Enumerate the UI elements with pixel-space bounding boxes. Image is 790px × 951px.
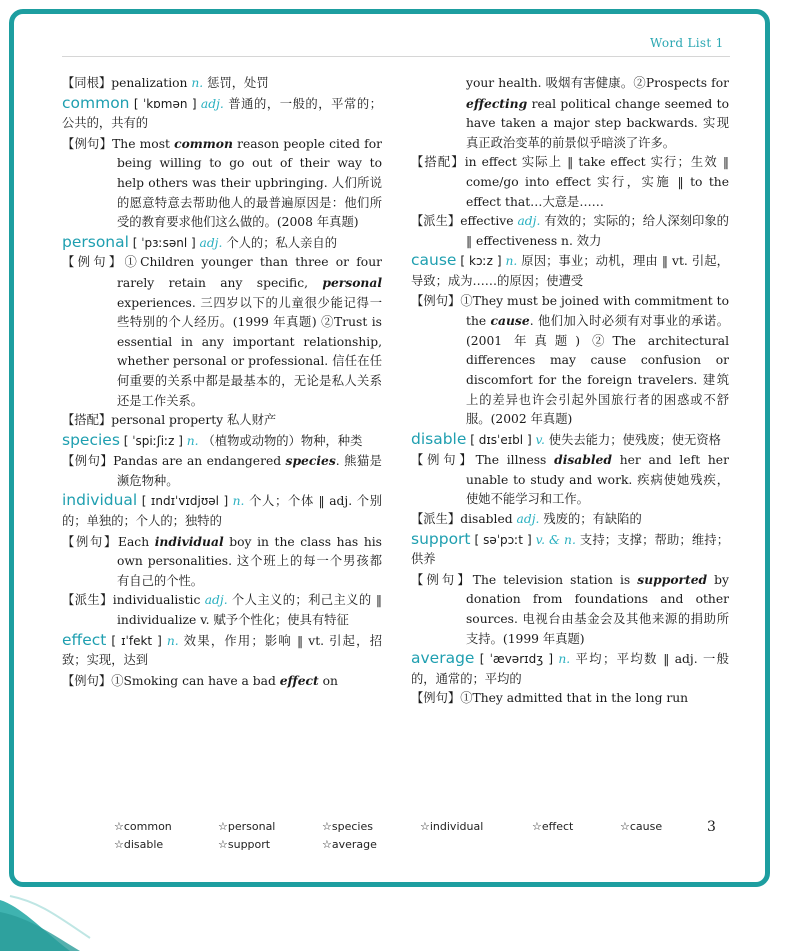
review-word: ☆personal — [218, 820, 276, 833]
headword-entry: cause [ kɔːz ] n. 原因；事业；动机，理由 ‖ vt. 引起，导致；成为……的原因；使遭受 — [411, 251, 729, 288]
example-sentence: 【例句】Pandas are an endangered species. 熊猫是濒危物种。 — [62, 453, 382, 488]
header-divider — [62, 56, 730, 57]
headword-entry: average [ ˈævərɪdʒ ] n. 平均；平均数 ‖ adj. 一般的，通常的；平均的 — [411, 649, 729, 686]
corner-swoosh-graphic — [0, 888, 790, 951]
headword-entry: support [ səˈpɔːt ] v. & n. 支持；支撑；帮助；维持；供养 — [411, 529, 729, 567]
headword-entry: personal [ ˈpɜːsənl ] adj. 个人的；私人亲自的 — [62, 232, 338, 251]
headword: average — [411, 649, 475, 668]
review-word: ☆cause — [620, 820, 663, 833]
headword-entry: disable [ dɪsˈeɪbl ] v. 使失去能力；使残废；使无资格 — [411, 429, 721, 448]
derivative-line: 【派生】individualistic adj. 个人主义的；利己主义的 ‖ individualize v. 赋予个性化；使具有特征 — [62, 593, 382, 628]
review-word: ☆species — [322, 820, 373, 833]
review-word: ☆effect — [532, 820, 574, 833]
example-sentence: 【例句】①They admitted that in the long run — [411, 691, 689, 706]
headword: species — [62, 430, 120, 449]
review-word: ☆support — [218, 838, 271, 851]
review-word: ☆individual — [420, 820, 484, 833]
example-sentence: 【例句】Each individual boy in the class has his own personalities. 这个班上的每一个男孩都有自己的个性。 — [62, 533, 382, 588]
headword-entry: species [ ˈspiːʃiːz ] n. （植物或动物的）物种，种类 — [62, 430, 363, 449]
headword-entry: individual [ ɪndɪˈvɪdjʊəl ] n. 个人；个体 ‖ adj. 个别的；单独的；个人的；独特的 — [62, 491, 383, 529]
page-number: 3 — [707, 819, 716, 835]
headword: individual — [62, 491, 138, 510]
headword: common — [62, 93, 130, 112]
review-word: ☆average — [322, 838, 377, 851]
right-column — [411, 74, 729, 709]
example-continuation: your health. 吸烟有害健康。②Prospects for effecting real political change seemed to have taken a major step backwards. 实现真正政治变革的前景似乎暗淡了许多。 — [466, 76, 729, 150]
headword-entry: effect [ ɪˈfekt ] n. 效果，作用；影响 ‖ vt. 引起，招致；实现，达到 — [62, 630, 382, 668]
headword: personal — [62, 232, 129, 251]
review-word: ☆common — [114, 820, 172, 833]
running-header: Word List 1 — [650, 36, 724, 50]
example-sentence: 【例句】①Smoking can have a bad effect on — [62, 672, 338, 688]
collocation-line: 【搭配】personal property 私人财产 — [62, 413, 277, 428]
corner-decoration — [0, 888, 790, 951]
headword-entry: common [ ˈkɒmən ] adj. 普通的，一般的，平常的；公共的，共有的 — [62, 93, 382, 131]
left-column — [62, 74, 382, 691]
example-sentence: 【例句】The illness disabled her and left her unable to study and work. 疾病使她残疾，使她不能学习和工作。 — [411, 452, 729, 507]
headword: effect — [62, 630, 107, 649]
derivative-line: 【派生】disabled adj. 残废的；有缺陷的 — [411, 512, 642, 527]
headword: support — [411, 529, 471, 548]
example-sentence: 【例句】The television station is supported by donation from foundations and other sources. 电视台由基金会及其他来源的捐助所支持。(1999 年真题) — [411, 571, 729, 646]
example-sentence: 【例句】①They must be joined with commitment to the cause. 他们加入时必须有对事业的承诺。(2001 年真题) ②The architectural differences may cause confusion or discomfort for the foreign travelers. 建筑上的差异也许会引起外国旅行者的困惑或不舒服。(2002 年真题) — [411, 293, 729, 427]
entry-line: 【同根】penalization n. 惩罚，处罚 — [62, 76, 269, 90]
review-word: ☆disable — [114, 838, 164, 851]
collocation-line: 【搭配】in effect 实际上 ‖ take effect 实行；生效 ‖ come/go into effect 实行，实施 ‖ to the effect that…大意是…… — [411, 155, 729, 209]
derivative-line: 【派生】effective adj. 有效的；实际的；给人深刻印象的 ‖ effectiveness n. 效力 — [411, 214, 729, 248]
example-sentence: 【例句】The most common reason people cited for being willing to go out of their way to help others was their upbringing. 人们所说的愿意特意去帮助他人的最普遍原因是：他们所受的教育要求他们这么做的。(2008 年真题) — [62, 135, 382, 230]
example-sentence: 【例句】①Children younger than three or four rarely retain any specific, personal experiences. 三四岁以下的儿童很少能记得一些特别的个人经历。(1999 年真题) ②Trust is essential in any important relationship, whether personal or professional. 信任在任何重要的关系中都是最基本的，无论是私人关系还是工作关系。 — [62, 255, 382, 408]
headword: disable — [411, 429, 467, 448]
headword: cause — [411, 251, 457, 270]
